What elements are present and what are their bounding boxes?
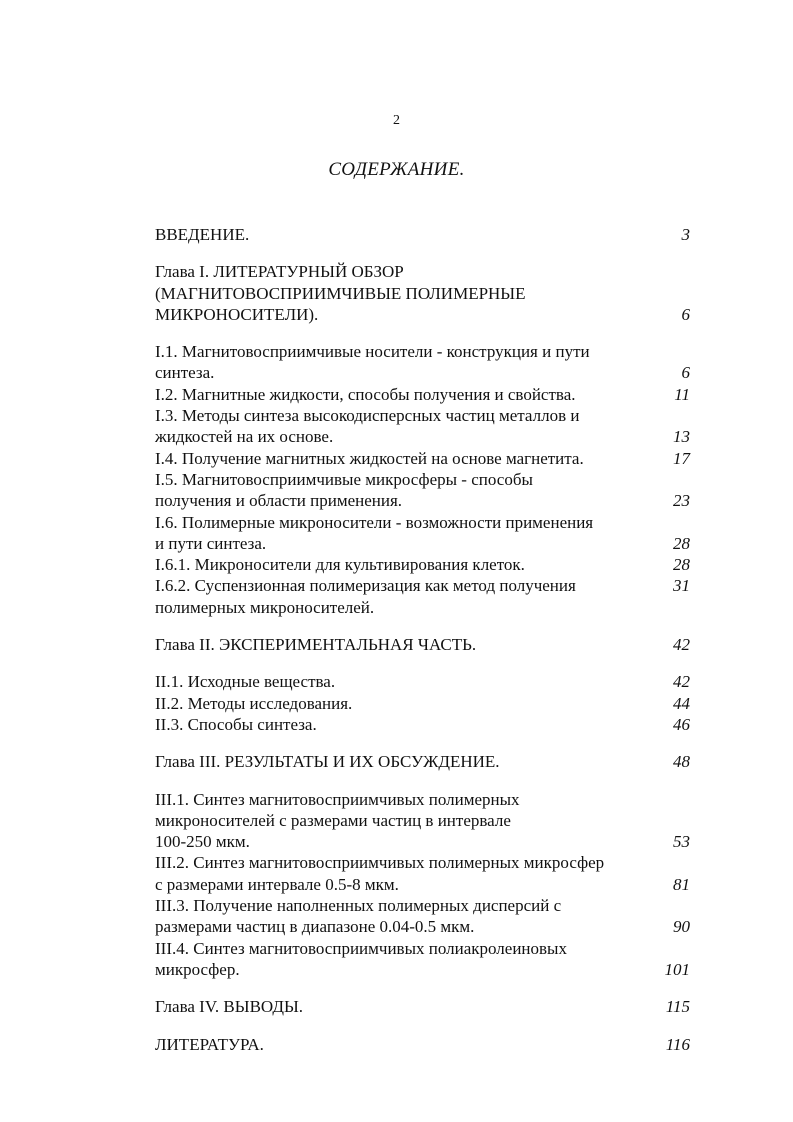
toc-entry-title: II.3. Способы синтеза.	[155, 714, 317, 734]
toc-entry-title: ЛИТЕРАТУРА.	[155, 1034, 264, 1054]
toc-entry-title: Глава I. ЛИТЕРАТУРНЫЙ ОБЗОР (МАГНИТОВОСПРИИМЧИВЫЕ ПОЛИМЕРНЫЕ МИКРОНОСИТЕЛИ).	[155, 262, 526, 324]
toc-entry	[155, 789, 690, 853]
toc-entry-title: I.6.1. Микроносители для культивирования клеток.	[155, 555, 525, 575]
toc-entry-title: II.1. Исходные вещества.	[155, 672, 336, 692]
toc-entry-title: III.3. Получение наполненных полимерных дисперсий с размерами частиц в диапазоне 0.04-0.5 мкм.	[155, 896, 562, 937]
toc-entry-page: 17	[673, 448, 690, 468]
toc-title: СОДЕРЖАНИЕ.	[328, 159, 465, 180]
toc-entry-page: 42	[673, 635, 690, 655]
toc-entry	[155, 895, 690, 938]
toc-entry-page: 11	[674, 384, 690, 404]
toc-entry-title: III.1. Синтез магнитовосприимчивых полимерных микроносителей с размерами частиц в интервале 100-250 мкм.	[155, 789, 520, 852]
toc-entry	[155, 693, 690, 714]
toc-entry-page: 48	[673, 752, 690, 772]
toc-entry	[155, 751, 690, 772]
toc-entry-title: I.6.2. Суспензионная полимеризация как метод получения полимерных микроносителей.	[155, 576, 576, 617]
toc-entry-page: 44	[673, 693, 690, 713]
toc-entry-page: 42	[673, 672, 690, 692]
toc-entry-page: 13	[673, 427, 690, 447]
toc-entry-title: III.2. Синтез магнитовосприимчивых полимерных микросфер с размерами интервале 0.5-8 мкм.	[155, 853, 605, 894]
toc-entry-page: 28	[673, 533, 690, 553]
toc-entry-page: 31	[673, 576, 690, 596]
table-of-contents	[155, 224, 690, 1055]
toc-entry	[155, 448, 690, 469]
toc-entry-page: 81	[673, 874, 690, 894]
toc-entry-title: Глава III. РЕЗУЛЬТАТЫ И ИХ ОБСУЖДЕНИЕ.	[155, 752, 500, 772]
toc-entry-title: I.6. Полимерные микроносители - возможности применения и пути синтеза.	[155, 512, 594, 553]
toc-entry	[155, 938, 690, 981]
toc-entry	[155, 996, 690, 1017]
toc-entry-page: 6	[681, 363, 690, 383]
toc-entry	[155, 1034, 690, 1055]
toc-entry	[155, 405, 690, 448]
toc-entry-title: I.1. Магнитовосприимчивые носители - конструкция и пути синтеза.	[155, 342, 590, 383]
toc-entry	[155, 261, 690, 325]
toc-entry-page: 101	[664, 959, 690, 979]
toc-entry-title: III.4. Синтез магнитовосприимчивых полиакролеиновых микросфер.	[155, 938, 567, 979]
toc-entry	[155, 671, 690, 692]
toc-entry	[155, 634, 690, 655]
toc-entry	[155, 554, 690, 575]
toc-entry-page: 116	[665, 1034, 690, 1054]
toc-entry-page: 53	[673, 832, 690, 852]
toc-entry	[155, 469, 690, 512]
toc-entry-title: I.2. Магнитные жидкости, способы получения и свойства.	[155, 384, 576, 404]
toc-entry-page: 23	[673, 491, 690, 511]
toc-entry-title: I.4. Получение магнитных жидкостей на основе магнетита.	[155, 448, 584, 468]
toc-entry	[155, 852, 690, 895]
toc-entry-title: I.5. Магнитовосприимчивые микросферы - способы получения и области применения.	[155, 469, 533, 511]
toc-entry-title: II.2. Методы исследования.	[155, 693, 353, 713]
toc-entry-page: 46	[673, 714, 690, 734]
toc-entry	[155, 714, 690, 735]
toc-entry	[155, 224, 690, 245]
page-number: 2	[393, 113, 400, 128]
toc-entry-page: 115	[665, 997, 690, 1017]
toc-entry-page: 6	[681, 304, 690, 324]
toc-entry-page: 3	[681, 225, 690, 244]
toc-entry-page: 28	[673, 555, 690, 575]
toc-entry-title: Глава II. ЭКСПЕРИМЕНТАЛЬНАЯ ЧАСТЬ.	[155, 635, 477, 655]
toc-entry	[155, 575, 690, 618]
toc-entry	[155, 384, 690, 405]
toc-entry-title: I.3. Методы синтеза высокодисперсных частиц металлов и жидкостей на их основе.	[155, 406, 580, 447]
toc-entry-title: Глава IV. ВЫВОДЫ.	[155, 997, 304, 1017]
toc-entry-title: ВВЕДЕНИЕ.	[155, 225, 250, 244]
toc-entry-page: 90	[673, 917, 690, 937]
toc-entry	[155, 512, 690, 555]
toc-entry	[155, 341, 690, 384]
